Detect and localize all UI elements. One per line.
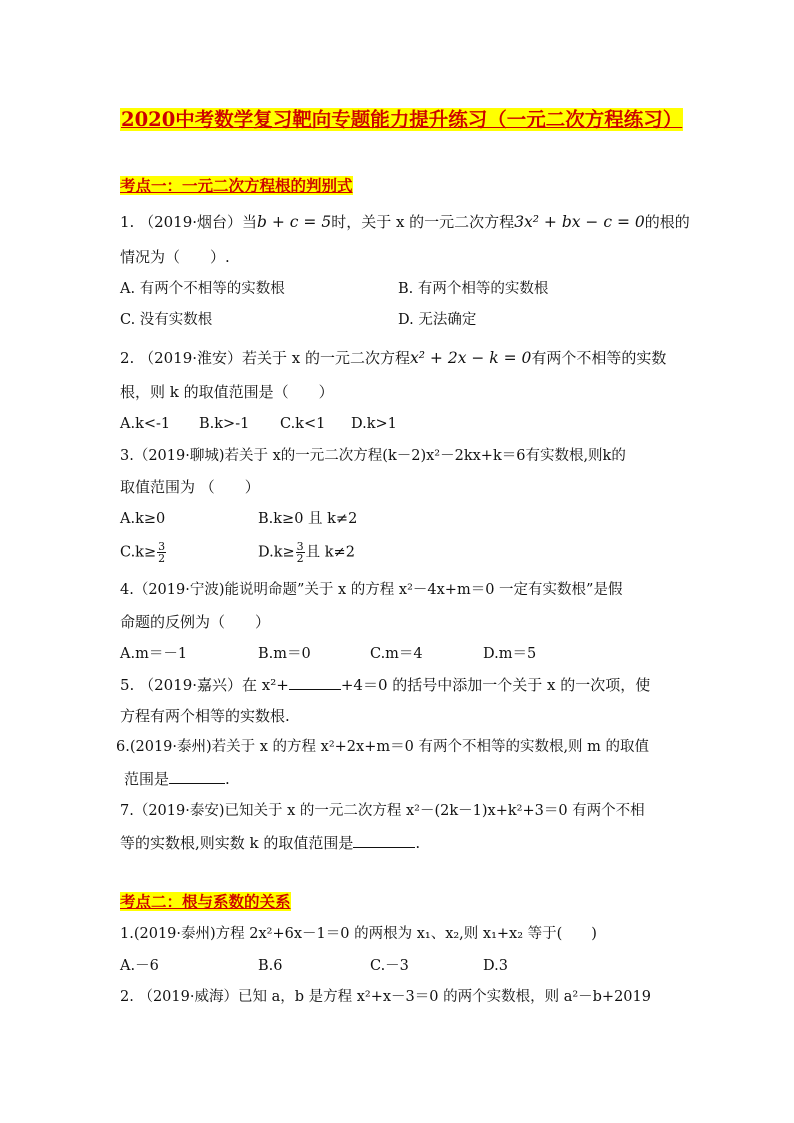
question-3-line-2: 取值范围为 （ ） <box>120 478 260 496</box>
question-2-option-a: A.k<-1 <box>120 416 171 432</box>
question-7-line-1: 7.（2019·泰安)已知关于 x 的一元二次方程 x²－(2k－1)x+k²+3＝0 有两个不相 <box>120 803 645 819</box>
question-5-line-1: 5. （2019·嘉兴）在 x²+ +4＝0 的括号中添加一个关于 x 的一次项，使 <box>120 676 651 694</box>
question-3-option-c: C.k≥ $\frac{3}{2}$ <box>120 540 166 565</box>
answer-blank[interactable] <box>353 833 415 848</box>
question-3-option-d: D.k≥ $\frac{3}{2}$ 且 k≠2 <box>258 540 355 565</box>
question-4-line-2: 命题的反例为（ ） <box>120 613 271 631</box>
fraction: $\frac{3}{2}$ <box>296 540 304 565</box>
question-3-line-1: 3.（2019·聊城)若关于 x的一元二次方程(k－2)x²－2kx+k＝6有实数根,则k的 <box>120 448 626 464</box>
question-r1-option-a: A.－6 <box>120 958 159 974</box>
question-r2-line-1: 2. （2019·威海）已知 a，b 是方程 x²+x－3＝0 的两个实数根，则 a²－b+2019 <box>120 989 651 1005</box>
answer-blank[interactable] <box>289 675 341 690</box>
question-r1-option-b: B.6 <box>258 958 283 974</box>
question-1-option-d: D. 无法确定 <box>398 312 477 328</box>
answer-blank[interactable] <box>169 769 225 784</box>
question-4-option-c: C.m＝4 <box>370 646 423 662</box>
document-title: 2020中考数学复习靶向专题能力提升练习（一元二次方程练习） <box>121 108 683 131</box>
question-2-line-1: 2. （2019·淮安）若关于 x 的一元二次方程x² + 2x − k = 0有两个不相等的实数 <box>120 349 667 367</box>
question-1-option-b: B. 有两个相等的实数根 <box>398 281 549 297</box>
question-2-option-d: D.k>1 <box>351 416 397 432</box>
question-6-line-2: 范围是 . <box>124 770 230 788</box>
question-r1-option-d: D.3 <box>483 958 508 974</box>
question-r1-line-1: 1.(2019·泰州)方程 2x²+6x－1＝0 的两根为 x₁、x₂,则 x₁+x₂ 等于( ) <box>120 926 597 942</box>
question-4-line-1: 4.（2019·宁波)能说明命题”关于 x 的方程 x²－4x+m＝0 一定有实数根”是假 <box>120 582 623 598</box>
fraction: $\frac{3}{2}$ <box>158 540 166 565</box>
question-3-option-a: A.k≥0 <box>120 511 166 527</box>
question-1-option-a: A. 有两个不相等的实数根 <box>120 281 285 297</box>
question-2-option-b: B.k>-1 <box>199 416 250 432</box>
question-5-line-2: 方程有两个相等的实数根. <box>120 707 290 725</box>
question-2-option-c: C.k<1 <box>280 416 326 432</box>
question-2-line-2: 根，则 k 的取值范围是（ ） <box>120 383 334 401</box>
question-1-line-1: 1. （2019·烟台）当b + c = 5时，关于 x 的一元二次方程3x² + bx − c = 0的根的 <box>120 213 690 231</box>
question-1-option-c: C. 没有实数根 <box>120 312 213 328</box>
question-1-line-2: 情况为（ ）. <box>120 248 230 266</box>
question-3-option-b: B.k≥0 且 k≠2 <box>258 511 358 527</box>
question-4-option-a: A.m＝－1 <box>120 646 188 662</box>
question-7-line-2: 等的实数根,则实数 k 的取值范围是 . <box>120 834 421 852</box>
section-heading-vieta: 考点二：根与系数的关系 <box>120 892 291 911</box>
question-6-line-1: 6.(2019·泰州)若关于 x 的方程 x²+2x+m＝0 有两个不相等的实数根,则 m 的取值 <box>116 739 650 755</box>
section-heading-discriminant: 考点一：一元二次方程根的判别式 <box>120 176 353 195</box>
question-r1-option-c: C.－3 <box>370 958 409 974</box>
question-4-option-b: B.m＝0 <box>258 646 311 662</box>
question-4-option-d: D.m＝5 <box>483 646 537 662</box>
